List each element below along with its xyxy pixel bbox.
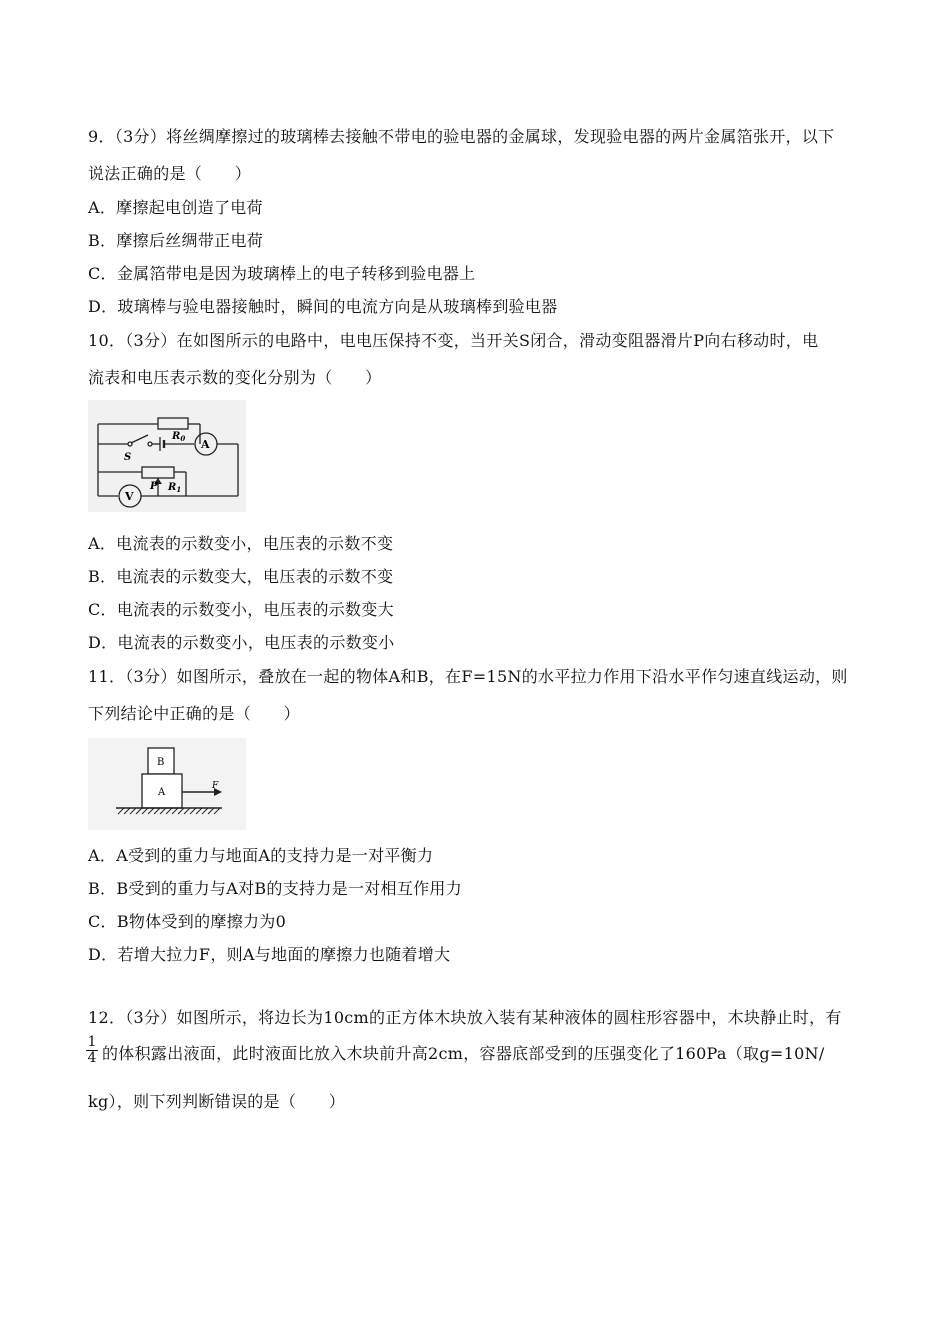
label-block-b: B — [157, 757, 165, 768]
q9-option-d: D．玻璃棒与验电器接触时，瞬间的电流方向是从玻璃棒到验电器 — [88, 297, 558, 316]
q9-option-c: C．金属箔带电是因为玻璃棒上的电子转移到验电器上 — [88, 264, 476, 283]
label-voltmeter: V — [125, 490, 134, 503]
fraction-numerator: 1 — [87, 1034, 97, 1050]
q9-stem-line2: 说法正确的是（ ） — [88, 164, 252, 183]
fraction-denominator: 4 — [87, 1050, 97, 1066]
q10-option-d: D．电流表的示数变小，电压表的示数变小 — [88, 633, 395, 652]
fraction-one-quarter — [86, 1035, 98, 1066]
q10-option-a: A．电流表的示数变小，电压表的示数不变 — [88, 534, 394, 553]
q12-stem-line1: 12．（3分）如图所示，将边长为10cm的正方体木块放入装有某种液体的圆柱形容器中，木块静止时，有 — [88, 1008, 842, 1027]
q11-option-b: B．B受到的重力与A对B的支持力是一对相互作用力 — [88, 879, 463, 898]
label-ammeter: A — [201, 438, 210, 451]
q11-option-c: C．B物体受到的摩擦力为0 — [88, 912, 287, 931]
label-r1: $R_1$ — [168, 482, 182, 494]
label-r0: $R_0$ — [172, 431, 186, 443]
q10-stem-line1: 10．（3分）在如图所示的电路中，电电压保持不变，当开关S闭合，滑动变阻器滑片P向右移动时，电 — [88, 331, 819, 350]
q10-stem-line2: 流表和电压表示数的变化分别为（ ） — [88, 368, 382, 387]
q12-stem-line3: kg），则下列判断错误的是（ ） — [88, 1092, 346, 1111]
label-slider: P — [150, 481, 158, 492]
q11-stem-line2: 下列结论中正确的是（ ） — [88, 704, 300, 723]
q11-stem-line1: 11．（3分）如图所示，叠放在一起的物体A和B，在F=15N的水平拉力作用下沿水平作匀速直线运动，则 — [88, 667, 848, 686]
label-force: F — [212, 781, 219, 791]
q10-option-c: C．电流表的示数变小，电压表的示数变大 — [88, 600, 394, 619]
q9-option-a: A．摩擦起电创造了电荷 — [88, 198, 263, 217]
circuit-diagram — [88, 400, 246, 512]
blocks-diagram — [88, 738, 246, 830]
q10-option-b: B．电流表的示数变大，电压表的示数不变 — [88, 567, 394, 586]
q11-option-a: A．A受到的重力与地面A的支持力是一对平衡力 — [88, 846, 434, 865]
q11-option-d: D．若增大拉力F，则A与地面的摩擦力也随着增大 — [88, 945, 451, 964]
label-switch: S — [124, 452, 132, 463]
q9-option-b: B．摩擦后丝绸带正电荷 — [88, 231, 264, 250]
q12-stem-line2: 的体积露出液面，此时液面比放入木块前升高2cm，容器底部受到的压强变化了160Pa（取g=10N/ — [102, 1044, 825, 1063]
q9-stem-line1: 9．（3分）将丝绸摩擦过的玻璃棒去接触不带电的验电器的金属球，发现验电器的两片金属箔张开，以下 — [88, 127, 835, 146]
label-block-a: A — [158, 787, 166, 798]
